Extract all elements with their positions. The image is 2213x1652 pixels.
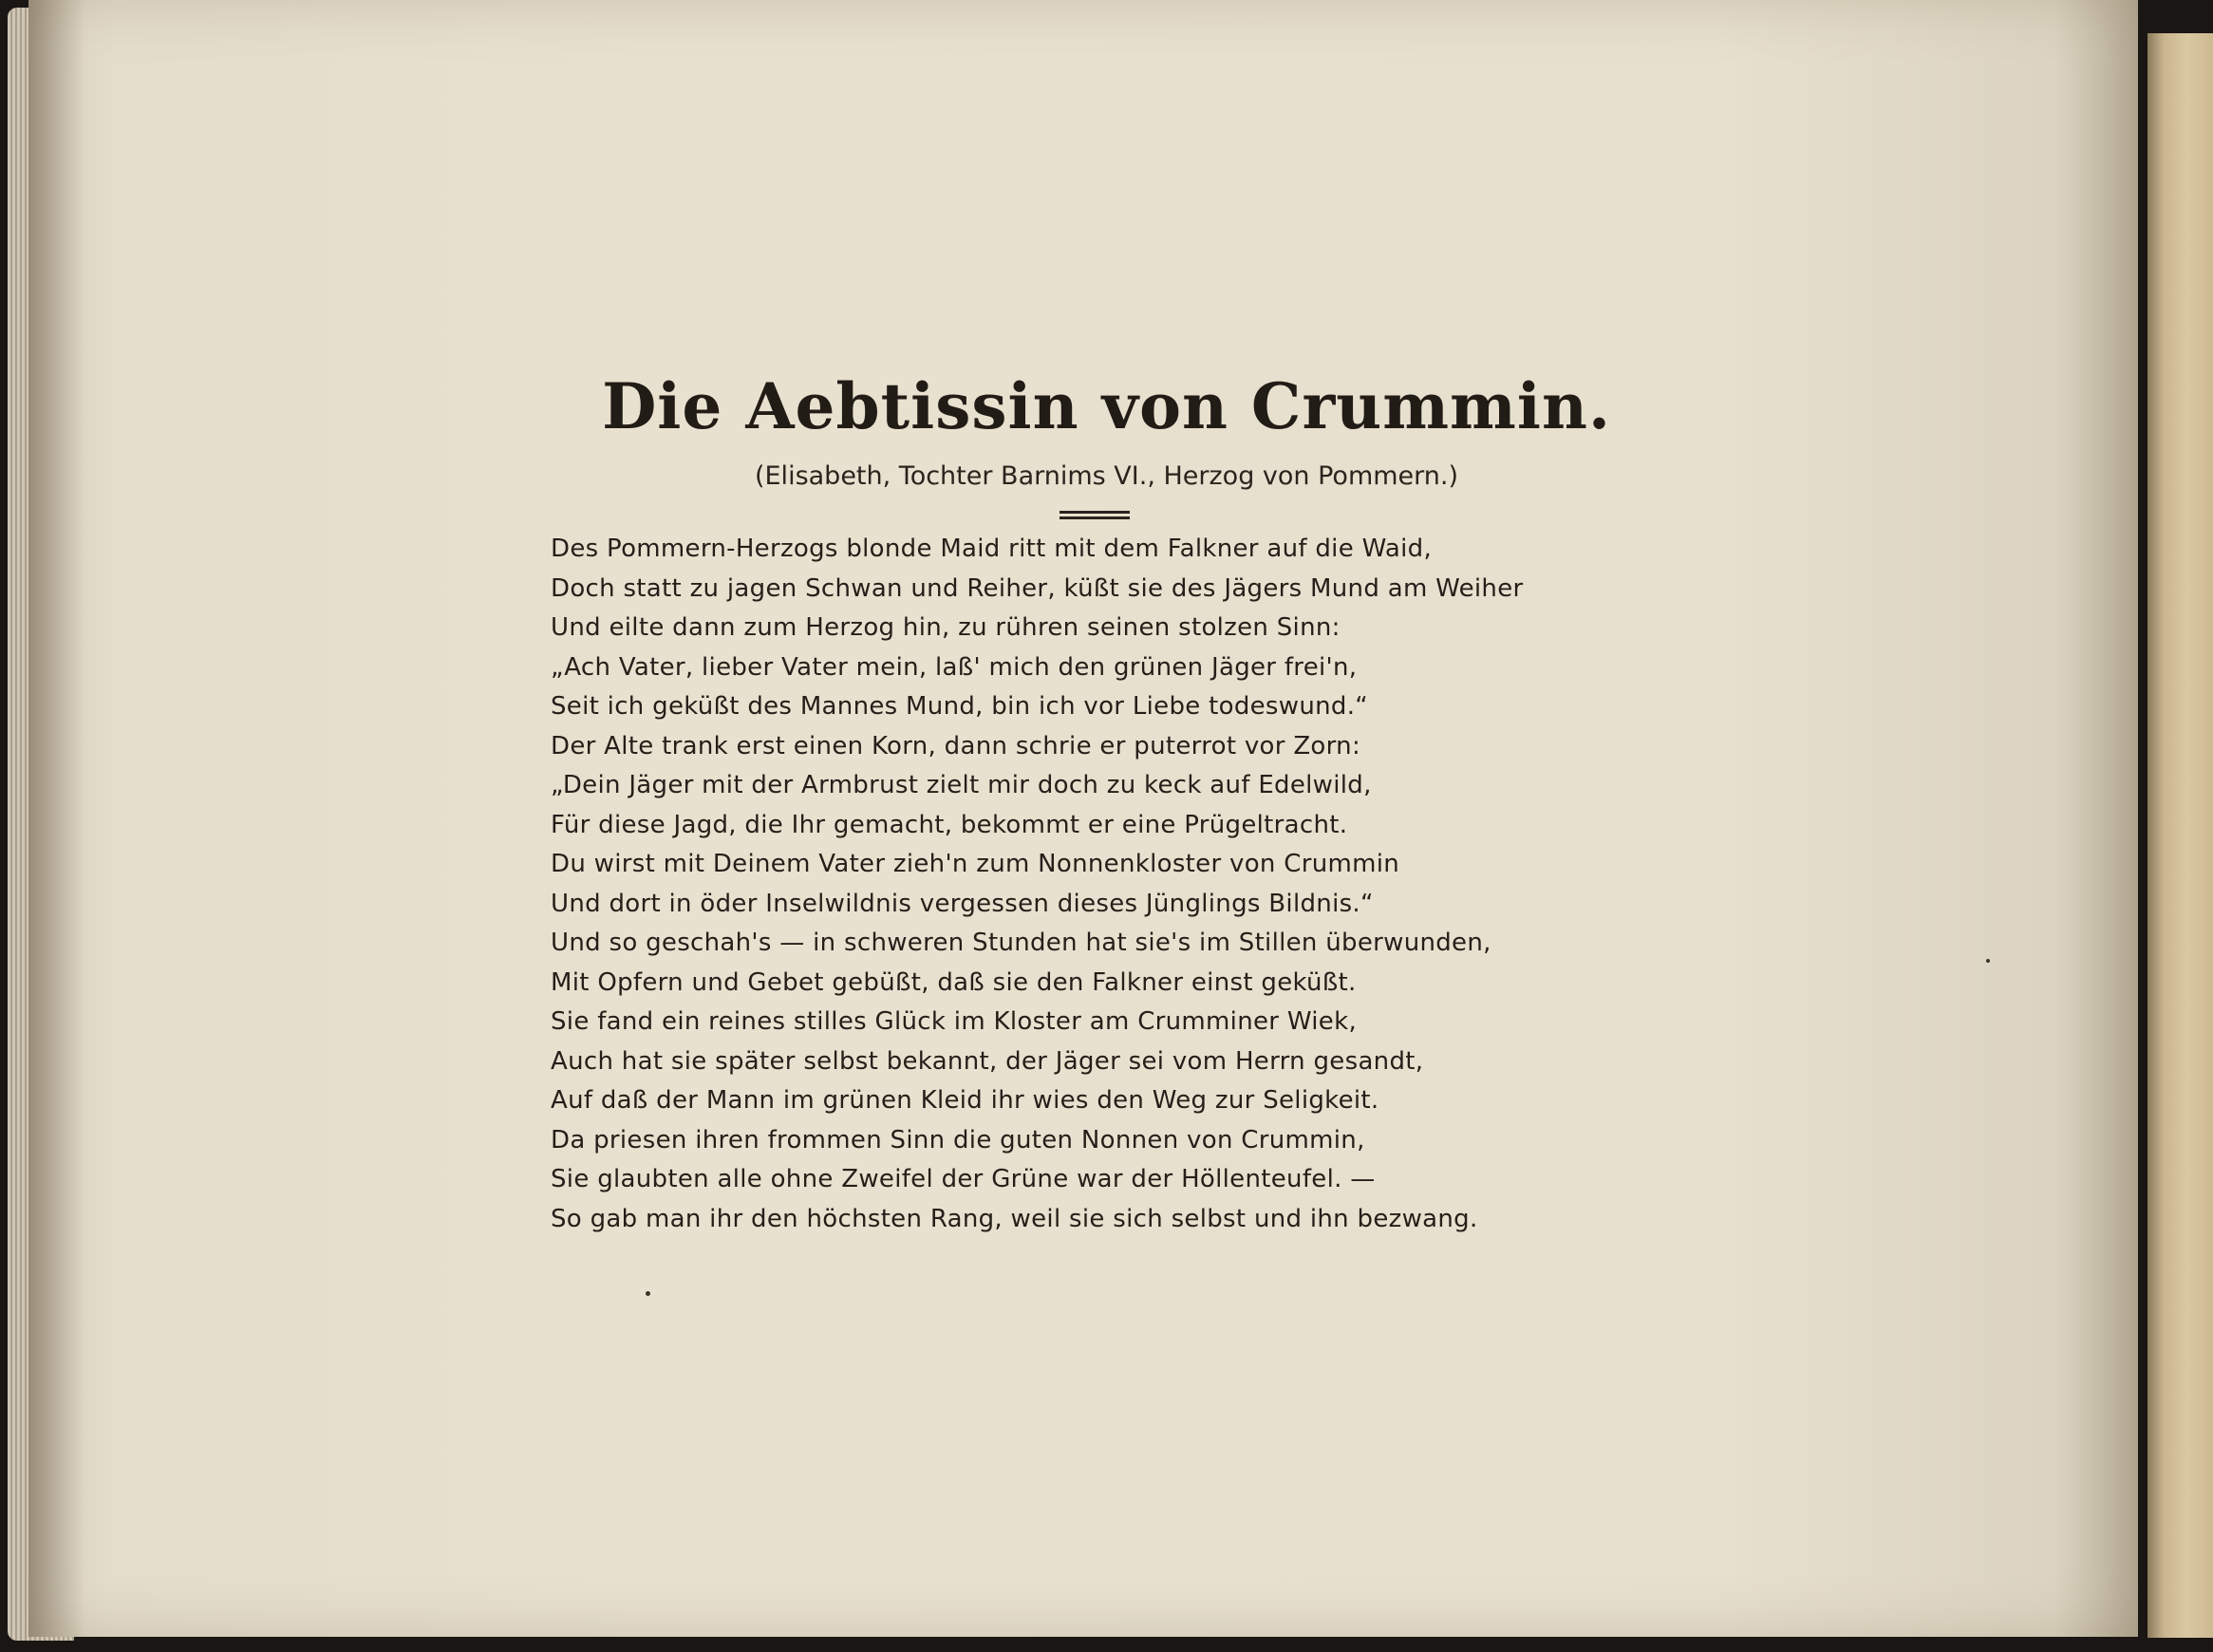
gutter-shadow (28, 0, 85, 1637)
poem-line: Und so geschah's — in schweren Stunden hat sie's im Stillen überwunden, (551, 929, 1491, 957)
poem-line: Mit Opfern und Gebet gebüßt, daß sie den Falkner einst geküßt. (551, 967, 1357, 997)
poem-title: Die Aebtissin von Crummin. (602, 369, 1611, 443)
poem-line: Da priesen ihren frommen Sinn die guten Nonnen von Crummin, (551, 1125, 1365, 1155)
paper-speck (1986, 959, 1990, 963)
poem-line: So gab man ihr den höchsten Rang, weil sie sich selbst und ihn bezwang. (551, 1204, 1478, 1233)
poem-line: Sie glaubten alle ohne Zweifel der Grüne war der Höllenteufel. — (551, 1165, 1376, 1193)
poem-subtitle: (Elisabeth, Tochter Barnims VI., Herzog von Pommern.) (754, 461, 1459, 491)
poem-line: Der Alte trank erst einen Korn, dann schrie er puterrot vor Zorn: (551, 731, 1361, 760)
paper-speck (646, 1291, 650, 1296)
poem-line: Du wirst mit Deinem Vater zieh'n zum Nonnenkloster von Crummin (551, 850, 1400, 878)
poem-text (551, 530, 1690, 1239)
poem-line: Seit ich geküßt des Mannes Mund, bin ich vor Liebe todeswund.“ (551, 692, 1369, 721)
next-page-edge (2147, 33, 2213, 1638)
poem-line: Des Pommern-Herzogs blonde Maid ritt mit dem Falkner auf die Waid, (551, 535, 1433, 563)
poem-line: Doch statt zu jagen Schwan und Reiher, küßt sie des Jägers Mund am Weiher (551, 573, 1524, 603)
poem-line: Sie fand ein reines stilles Glück im Kloster am Crumminer Wiek, (551, 1007, 1358, 1036)
poem-line: Auf daß der Mann im grünen Kleid ihr wies den Weg zur Seligkeit. (551, 1086, 1379, 1115)
poem-line: „Ach Vater, lieber Vater mein, laß' mich den grünen Jäger frei'n, (551, 652, 1358, 682)
poem-line: Und eilte dann zum Herzog hin, zu rühren seinen stolzen Sinn: (551, 613, 1341, 642)
poem-line: Und dort in öder Inselwildnis vergessen dieses Jünglings Bildnis.“ (551, 889, 1374, 918)
poem-line: Auch hat sie später selbst bekannt, der Jäger sei vom Herrn gesandt, (551, 1046, 1424, 1076)
double-rule-divider (1060, 511, 1130, 519)
poem-line: Für diese Jagd, die Ihr gemacht, bekommt er eine Prügeltracht. (551, 810, 1348, 839)
poem-line: „Dein Jäger mit der Armbrust zielt mir doch zu keck auf Edelwild, (551, 771, 1372, 799)
